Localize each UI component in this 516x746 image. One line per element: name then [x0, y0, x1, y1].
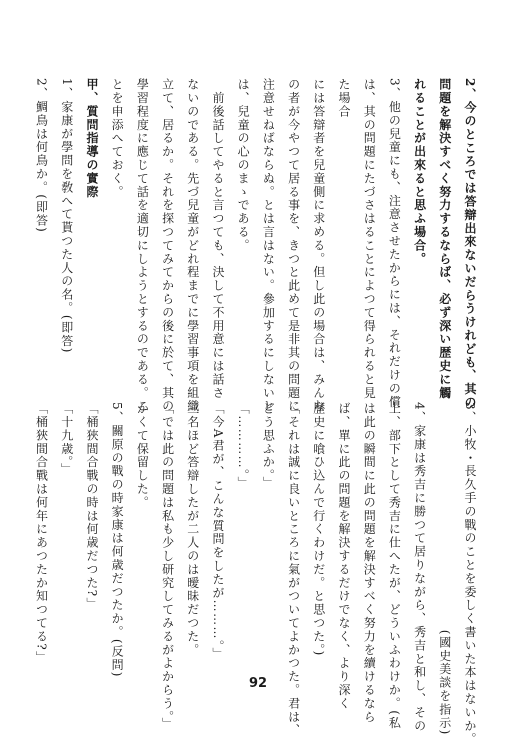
- text-column: 3、小牧・長久手の戰のことを委しく書いた本はないか。: [463, 402, 477, 746]
- text-column: 3、他の兒童にも、注意させたからには、それだけの償: [387, 78, 402, 409]
- text-column: 5、關原の戰の時家康は何歳だつたか。(反問): [110, 402, 125, 678]
- text-column: は此の瞬間に此の問題を解決すべく努力を續けるなら: [362, 402, 377, 724]
- text-column: 三名ほど答辯したが二人のは曖昧だつた。: [185, 402, 200, 657]
- text-column: 2、鯛鳥は何鳥か。(即答): [34, 78, 49, 234]
- text-column: れることが出來ると思ふ場合。: [412, 78, 427, 266]
- text-column: かくて保留した。: [135, 402, 150, 510]
- text-column: は、兒童の心のまゝである。: [236, 78, 251, 253]
- text-column: 注意せねばならぬ。とは言はない。參加するにしないと: [261, 78, 276, 413]
- text-column: ば、單に此の問題を解決するだけでなく、より深く: [336, 402, 351, 711]
- text-column: 學習程度に應じて話を適切にしようとするのである。こ: [135, 78, 150, 413]
- text-column: 「では此の問題は私も少し研究してみるがよからう。」: [160, 402, 175, 731]
- text-column: 歴史に喰ひ込んで行くわけだ。と思つた。): [311, 402, 326, 657]
- text-column: の者が今やつて居る事を、きつと此めて是非其の問題に: [286, 78, 301, 413]
- text-column: た場合: [336, 78, 351, 119]
- text-column: 前後話してやると言つても、決して不用意には話さ: [210, 78, 225, 400]
- text-column: 4、家康は秀吉に勝つて居りながら、秀吉と和し、その: [412, 402, 427, 733]
- text-column: 上、部下として秀吉に仕へたが、どういふわけか。(私: [387, 402, 402, 730]
- text-column: は、其の問題にたづさはることによつて得られると見: [362, 78, 377, 400]
- text-column: 「桶狹間合戰の時は何歳だつた?」: [84, 402, 99, 611]
- text-column: (國史美談を指示): [437, 402, 452, 736]
- text-column: 2、今のところでは答辯出來ないだらうけれども、其の: [463, 78, 477, 410]
- text-column: 「十九歳。」: [59, 402, 74, 477]
- text-column: とを申添へておく。: [110, 78, 125, 199]
- upper-text-block: [34, 78, 482, 413]
- text-column: どう思ふか。」: [261, 402, 276, 490]
- text-column: 「それは誠に良いところに氣がついてよかつた。君は、: [286, 402, 301, 737]
- text-column: 「今A君が、こんな質問をしたが………。」: [210, 402, 225, 661]
- text-column: ないのである。先づ兒童がどれ程までに學習事項を組織: [185, 78, 200, 413]
- text-column: 「桶狹間合戰は何年にあつたか知つてる?」: [34, 402, 49, 665]
- text-column: 「…………。」: [236, 402, 251, 490]
- text-column: には答辯者を兒童側に求める。但し此の場合は、みんな: [311, 78, 326, 413]
- text-column: 問題を解決すべく努力するならば、必ず深い歴史に觸: [437, 78, 452, 400]
- text-column: 立て、居るか。それを探つてみてからの後に於て、其の: [160, 78, 175, 413]
- text-column: 甲、質問指導の實際: [84, 78, 99, 199]
- text-column: 1、家康が學問を敎へて貰つた人の名。(即答): [59, 78, 74, 354]
- page-number: 92: [248, 676, 268, 691]
